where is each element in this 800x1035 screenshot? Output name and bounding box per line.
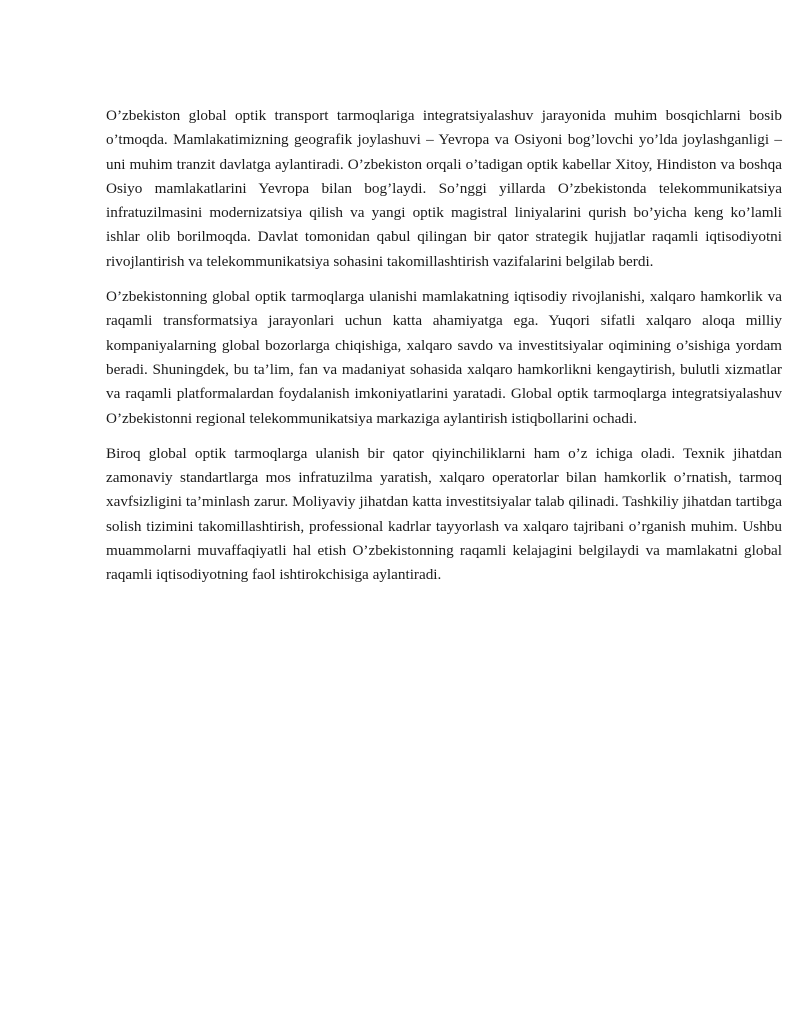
paragraph-2: O’zbekistonning global optik tarmoqlarga ulanishi mamlakatning iqtisodiy rivojlanishi, xalqaro hamkorlik va raqamli transformatsiya jarayonlari uchun katta ahamiyatga ega. Yuqori sifatli xalqaro aloqa milliy kompaniyalarning global bozorlarga chiqishiga, xalqaro savdo va investitsiyalar oqimining o’sishiga yordam beradi. Shuningdek, bu ta’lim, fan va madaniyat sohasida xalqaro hamkorlikni kengaytirish, bulutli xizmatlar va raqamli platformalardan foydalanish imkoniyatlarini yaratadi. Global optik tarmoqlarga integratsiyalashuv O’zbekistonni regional telekommunikatsiya markaziga aylantirish istiqbollarini ochadi. bbox=[106, 288, 782, 427]
document-body bbox=[106, 104, 782, 599]
paragraph-3: Biroq global optik tarmoqlarga ulanish bir qator qiyinchiliklarni ham o’z ichiga oladi. Texnik jihatdan zamonaviy standartlarga mos infratuzilma yaratish, xalqaro operatorlar bilan hamkorlik o’rnatish, tarmoq xavfsizligini ta’minlash zarur. Moliyaviy jihatdan katta investitsiyalar talab qilinadi. Tashkiliy jihatdan tartibga solish tizimini takomillashtirish, professional kadrlar tayyorlash va xalqaro tajribani o’rganish muhim. Ushbu muammolarni muvaffaqiyatli hal etish O’zbekistonning raqamli kelajagini belgilaydi va mamlakatni global raqamli iqtisodiyotning faol ishtirokchisiga aylantiradi. bbox=[106, 444, 782, 584]
paragraph-1: O’zbekiston global optik transport tarmoqlariga integratsiyalashuv jarayonida muhim bosqichlarni bosib o’tmoqda. Mamlakatimizning geografik joylashuvi – Yevropa va Osiyoni bog’lovchi yo’lda joylashganligi – uni muhim tranzit davlatga aylantiradi. O’zbekiston orqali o’tadigan optik kabellar Xitoy, Hindiston va boshqa Osiyo mamlakatlarini Yevropa bilan bog’laydi. So’nggi yillarda O’zbekistonda telekommunikatsiya infratuzilmasini modernizatsiya qilish va yangi optik magistral liniyalarini qurish bo’yicha keng ko’lamli ishlar olib borilmoqda. Davlat tomonidan qabul qilingan bir qator strategik hujjatlar raqamli iqtisodiyotni rivojlantirish va telekommunikatsiya sohasini takomillashtirish vazifalarini belgilab berdi. bbox=[106, 107, 782, 270]
